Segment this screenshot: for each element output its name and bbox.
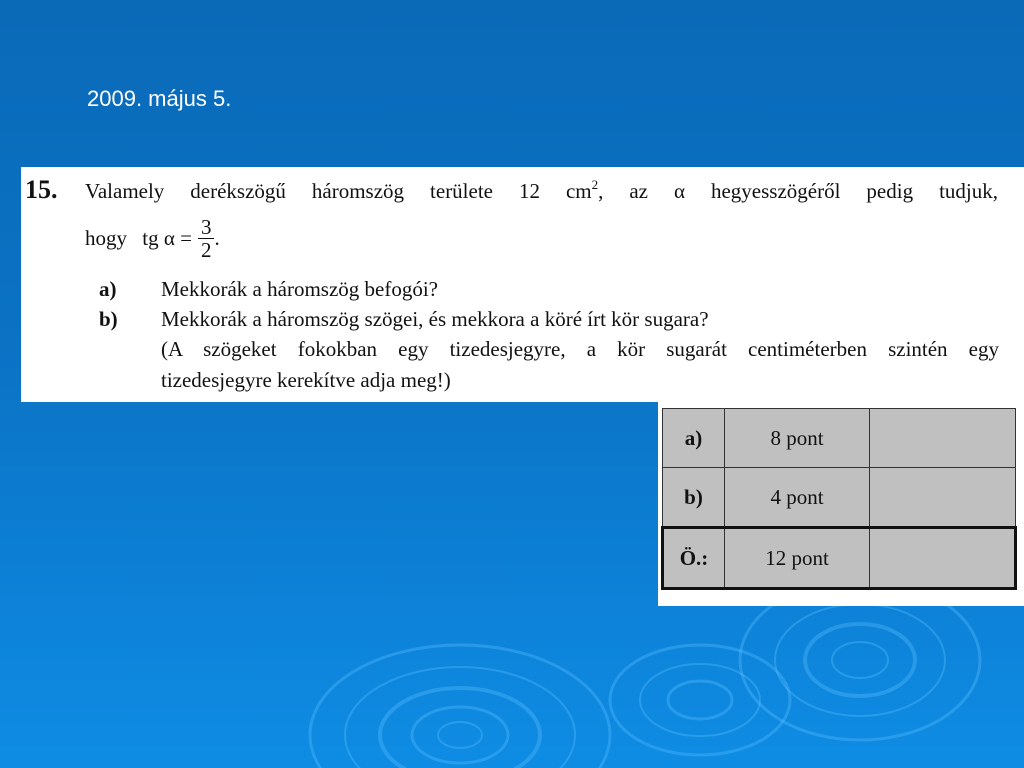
score-table <box>661 408 1017 590</box>
problem-line-2 <box>85 216 220 261</box>
part-a-text: Mekkorák a háromszög befogói? <box>161 277 438 301</box>
score-box <box>658 402 1024 606</box>
problem-line-1-text: Valamely derékszögű háromszög területe 12 cm <box>85 179 592 203</box>
problem-line-2-text: hogy <box>85 226 127 250</box>
fraction <box>198 216 215 261</box>
score-points-total: 12 pont <box>725 528 870 589</box>
score-earned-total <box>870 528 1016 589</box>
score-label-b: b) <box>663 468 725 528</box>
problem-line-1-tail: , az α hegyesszögéről pedig tudjuk, <box>598 179 998 203</box>
problem-line-1 <box>85 179 998 204</box>
score-row-total <box>663 528 1016 589</box>
score-points-a: 8 pont <box>725 409 870 468</box>
score-earned-b <box>870 468 1016 528</box>
formula-end: . <box>214 226 220 250</box>
tangent-formula <box>142 216 219 261</box>
problem-number: 15. <box>25 175 58 204</box>
fraction-numerator: 3 <box>198 216 215 239</box>
score-points-b: 4 pont <box>725 468 870 528</box>
part-b-label: b) <box>99 307 118 331</box>
area-unit-exponent: 2 <box>591 177 599 192</box>
fraction-denominator: 2 <box>200 238 212 262</box>
score-label-a: a) <box>663 409 725 468</box>
score-row-a <box>663 409 1016 468</box>
rounding-note-line-1: (A szögeket fokokban egy tizedesjegyre, a kör sugarát centiméterben szintén egy <box>161 337 999 361</box>
formula-lhs: tg α = <box>142 226 192 250</box>
score-label-total: Ö.: <box>663 528 725 589</box>
score-earned-a <box>870 409 1016 468</box>
part-b-text: Mekkorák a háromszög szögei, és mekkora a köré írt kör sugara? <box>161 307 709 331</box>
part-a-label: a) <box>99 277 117 301</box>
score-row-b <box>663 468 1016 528</box>
rounding-note-line-2: tizedesjegyre kerekítve adja meg!) <box>161 368 451 392</box>
problem-statement <box>21 167 1024 402</box>
slide-date: 2009. május 5. <box>87 86 232 111</box>
